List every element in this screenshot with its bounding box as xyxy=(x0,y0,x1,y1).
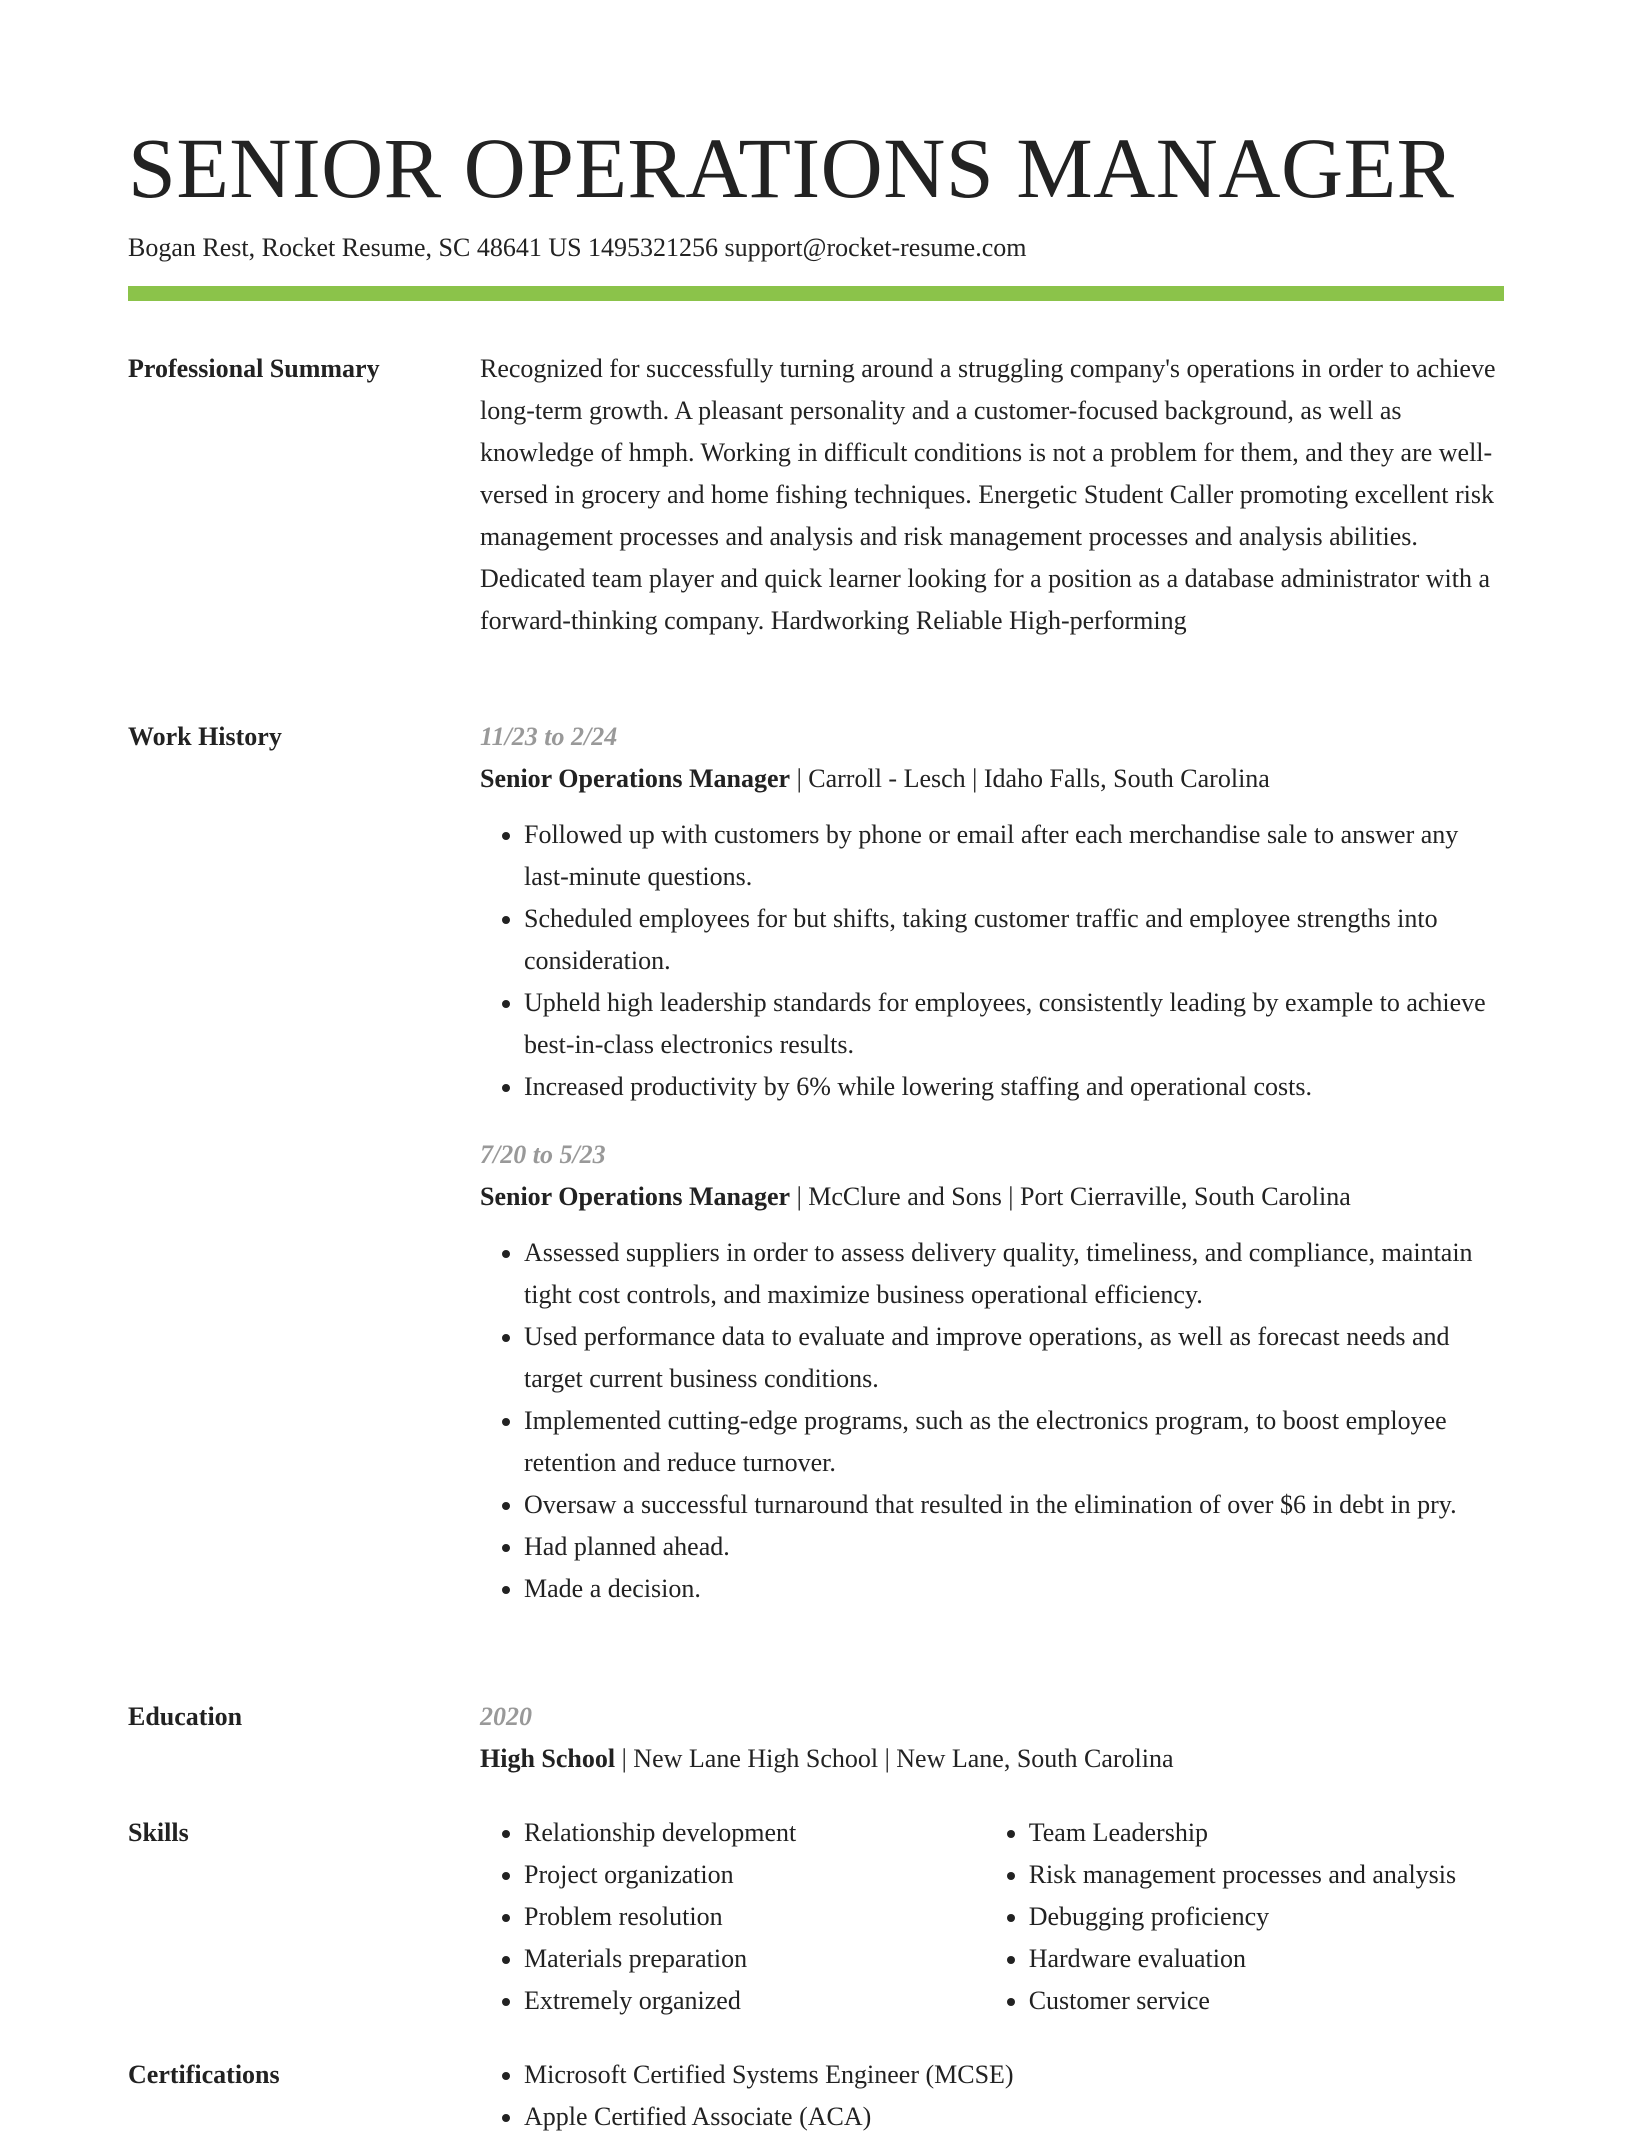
skill-item: • Extremely organized xyxy=(524,1980,985,2022)
job-details: | Carroll - Lesch | Idaho Falls, South Carolina xyxy=(790,764,1270,793)
section-title-work-history: Work History xyxy=(128,722,282,751)
section-title-summary: Professional Summary xyxy=(128,354,380,383)
skill-item: • Team Leadership xyxy=(1029,1812,1504,1854)
job-bullet: • Oversaw a successful turnaround that resulted in the elimination of over $6 in debt in pry. xyxy=(524,1484,1504,1526)
skill-item: • Relationship development xyxy=(524,1812,985,1854)
work-history-body xyxy=(480,716,1504,1610)
section-title-skills: Skills xyxy=(128,1818,189,1847)
job-bullet: • Implemented cutting-edge programs, such as the electronics program, to boost employee retention and reduce turnover. xyxy=(524,1400,1504,1484)
page-title: SENIOR OPERATIONS MANAGER xyxy=(128,120,1455,216)
job-bullets xyxy=(480,814,1504,1108)
job-bullet: • Upheld high leadership standards for employees, consistently leading by example to achieve best-in-class electronics results. xyxy=(524,982,1504,1066)
education-degree: High School xyxy=(480,1744,616,1773)
job-bullets xyxy=(480,1232,1504,1610)
job-role: Senior Operations Manager xyxy=(480,1182,791,1211)
job-title-line xyxy=(480,1176,1504,1218)
certification-item: • Microsoft Certified Systems Engineer (MCSE) xyxy=(524,2054,1504,2096)
job-dates: 7/20 to 5/23 xyxy=(480,1140,606,1169)
job-bullet: • Scheduled employees for but shifts, taking customer traffic and employee strengths into consideration. xyxy=(524,898,1504,982)
job-entry xyxy=(480,1134,1504,1610)
job-entry xyxy=(480,716,1504,1108)
job-bullet: • Increased productivity by 6% while lowering staffing and operational costs. xyxy=(524,1066,1504,1108)
job-bullet: • Followed up with customers by phone or email after each merchandise sale to answer any last-minute questions. xyxy=(524,814,1504,898)
section-title-certifications: Certifications xyxy=(128,2060,280,2089)
skill-item: • Materials preparation xyxy=(524,1938,985,1980)
certification-item: • Apple Certified Associate (ACA) xyxy=(524,2096,1504,2138)
job-title-line xyxy=(480,758,1504,800)
skill-item: • Debugging proficiency xyxy=(1029,1896,1504,1938)
skill-item: • Hardware evaluation xyxy=(1029,1938,1504,1980)
job-role: Senior Operations Manager xyxy=(480,764,791,793)
education-line xyxy=(480,1738,1504,1780)
job-dates: 11/23 to 2/24 xyxy=(480,722,618,751)
skill-item: • Problem resolution xyxy=(524,1896,985,1938)
education-year: 2020 xyxy=(480,1702,532,1731)
section-title-education: Education xyxy=(128,1702,243,1731)
skill-item: • Customer service xyxy=(1029,1980,1504,2022)
education-details: | New Lane High School | New Lane, South Carolina xyxy=(615,1744,1174,1773)
job-details: | McClure and Sons | Port Cierraville, South Carolina xyxy=(790,1182,1351,1211)
summary-text: Recognized for successfully turning around a struggling company's operations in order to achieve long-term growth. A pleasant personality and a customer-focused background, as well as knowledge of hmph. Working in difficult conditions is not a problem for them, and they are well-versed in grocery and home fishing techniques. Energetic Student Caller promoting excellent risk management processes and analysis and risk management processes and analysis abilities. Dedicated team player and quick learner looking for a position as a database administrator with a forward-thinking company. Hardworking Reliable High-performing xyxy=(480,354,1496,635)
header-divider xyxy=(128,286,1504,301)
job-bullet: • Used performance data to evaluate and improve operations, as well as forecast needs and target current business conditions. xyxy=(524,1316,1504,1400)
skill-item: • Risk management processes and analysis xyxy=(1029,1854,1504,1896)
certifications-body xyxy=(480,2054,1504,2138)
job-bullet: • Made a decision. xyxy=(524,1568,1504,1610)
skill-item: • Project organization xyxy=(524,1854,985,1896)
skills-column xyxy=(480,1812,985,2022)
contact-info: Bogan Rest, Rocket Resume, SC 48641 US 1495321256 support@rocket-resume.com xyxy=(128,233,1027,262)
resume-header xyxy=(128,118,1504,266)
summary-body xyxy=(480,348,1504,642)
skills-column xyxy=(985,1812,1504,2022)
skills-body xyxy=(480,1812,1504,2022)
job-bullet: • Assessed suppliers in order to assess delivery quality, timeliness, and compliance, maintain tight cost controls, and maximize business operational efficiency. xyxy=(524,1232,1504,1316)
certifications-list xyxy=(480,2054,1504,2138)
job-bullet: • Had planned ahead. xyxy=(524,1526,1504,1568)
education-body xyxy=(480,1696,1504,1780)
